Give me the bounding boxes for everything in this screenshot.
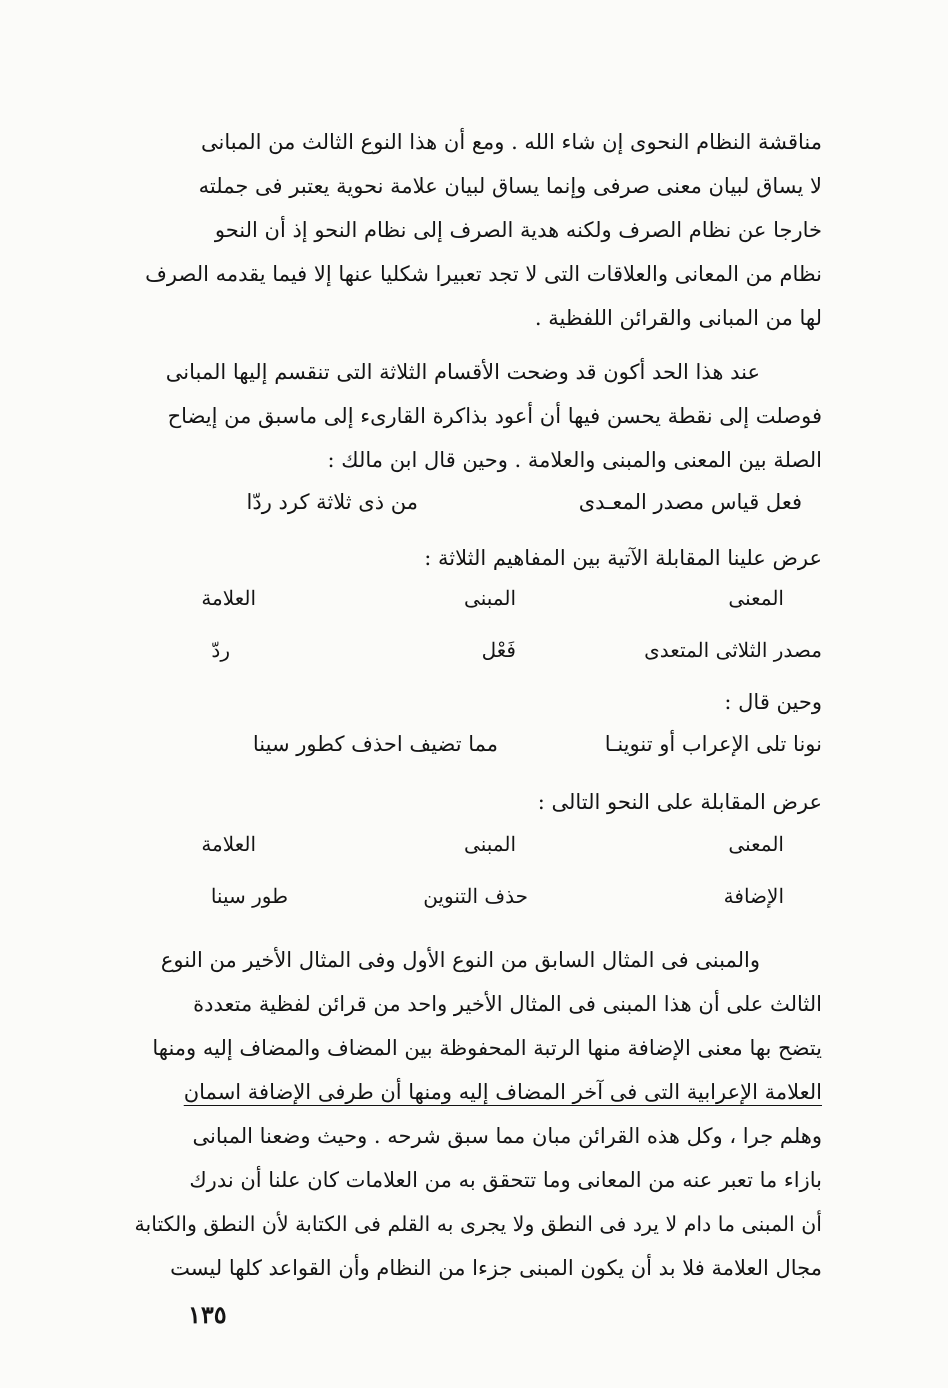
table-header: المبنى — [464, 586, 516, 610]
verse-1-first-half: فعل قياس مصدر المعـدى — [578, 490, 802, 514]
table-header: المعنى — [728, 832, 784, 856]
paragraph-line: الصلة بين المعنى والمبنى والعلامة . وحين قال ابن مالك : — [327, 448, 822, 472]
paragraph-line: فوصلت إلى نقطة يحسن فيها أن أعود بذاكرة القارىء إلى ماسبق من إيضاح — [167, 404, 822, 428]
table-header: العلامة — [201, 832, 256, 856]
paragraph-1 — [120, 120, 822, 340]
table-2-intro — [120, 780, 822, 824]
paragraph-line: والمبنى فى المثال السابق من النوع الأول وفى المثال الأخير من النوع — [160, 948, 760, 972]
table-header: المبنى — [464, 832, 516, 856]
paragraph-line: يتضح بها معنى الإضافة منها الرتبة المحفوظة بين المضاف والمضاف إليه ومنها — [152, 1036, 822, 1060]
table-cell: حذف التنوين — [423, 884, 528, 908]
intro-line: عرض المقابلة على النحو التالى : — [537, 790, 822, 814]
table-cell: فَعْل — [481, 638, 516, 662]
table-1-intro — [120, 536, 822, 580]
paragraph-line: نظام من المعانى والعلاقات التى لا تجد تعبيرا شكليا عنها إلا فيما يقدمه الصرف — [145, 262, 822, 286]
verse-2-first-half: نونا تلى الإعراب أو تنوينـا — [604, 732, 822, 756]
table-cell: طور سينا — [210, 884, 288, 908]
paragraph-line: عند هذا الحد أكون قد وضحت الأقسام الثلاثة التى تنقسم إليها المبانى — [165, 360, 760, 384]
paragraph-line: الثالث على أن هذا المبنى فى المثال الأخير واحد من قرائن لفظية متعددة — [193, 992, 822, 1016]
table-cell: ردّ — [211, 638, 230, 662]
verse-2-intro — [120, 680, 822, 724]
table-cell: الإضافة — [723, 884, 784, 908]
paragraph-line: خارجا عن نظام الصرف ولكنه هدية الصرف إلى نظام النحو إذ أن النحو — [214, 218, 822, 242]
intro-line: عرض علينا المقابلة الآتية بين المفاهيم الثلاثة : — [424, 546, 822, 570]
paragraph-line: مجال العلامة فلا بد أن يكون المبنى جزءا من النظام وأن القواعد كلها ليست — [170, 1256, 822, 1280]
verse-1-second-half: من ذى ثلاثة كرد ردّا — [246, 490, 418, 514]
page-number: ١٣٥ — [188, 1300, 227, 1329]
intro-line: وحين قال : — [724, 690, 822, 714]
paragraph-line: أن المبنى ما دام لا يرد فى النطق ولا يجرى به القلم فى الكتابة لأن النطق والكتابة — [134, 1212, 822, 1236]
paragraph-2 — [120, 350, 822, 482]
paragraph-line: لها من المبانى والقرائن اللفظية . — [534, 306, 822, 330]
paragraph-3 — [120, 938, 822, 1290]
table-header: المعنى — [728, 586, 784, 610]
table-header: العلامة — [201, 586, 256, 610]
paragraph-line: لا يساق لبيان معنى صرفى وإنما يساق لبيان علامة نحوية يعتبر فى جملته — [198, 174, 822, 198]
paragraph-line: بازاء ما تعبر عنه من المعانى وما تتحقق به من العلامات كان علنا أن ندرك — [189, 1168, 822, 1192]
paragraph-line: وهلم جرا ، وكل هذه القرائن مبان مما سبق شرحه . وحيث وضعنا المبانى — [192, 1124, 822, 1148]
table-cell: مصدر الثلاثى المتعدى — [644, 638, 822, 662]
paragraph-line-underlined: العلامة الإعرابية التى فى آخر المضاف إليه ومنها أن طرفى الإضافة اسمان — [183, 1080, 822, 1104]
verse-2-second-half: مما تضيف احذف كطور سينا — [252, 732, 498, 756]
paragraph-line: مناقشة النظام النحوى إن شاء الله . ومع أن هذا النوع الثالث من المبانى — [200, 130, 822, 154]
